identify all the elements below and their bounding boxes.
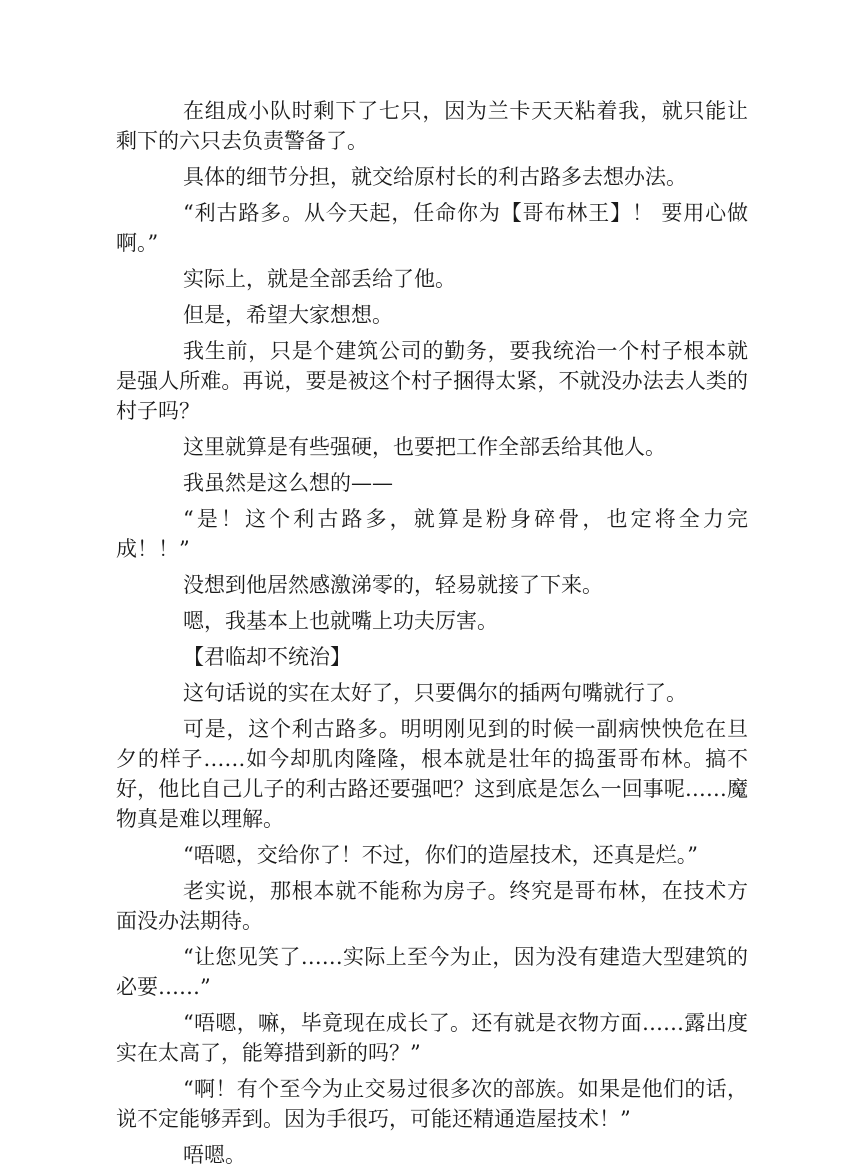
paragraph: 唔嗯。: [183, 1143, 246, 1167]
paragraph: “啊！有个至今为止交易过很多次的部族。如果是他们的话，说不定能够弄到。因为手很巧，可能还精通造屋技术！”: [116, 1077, 748, 1131]
paragraph: 我虽然是这么想的——: [183, 471, 393, 495]
paragraph: 【君临却不统治】: [183, 645, 351, 669]
paragraph: 这句话说的实在太好了，只要偶尔的插两句嘴就行了。: [183, 681, 687, 705]
paragraph: 没想到他居然感激涕零的，轻易就接了下来。: [183, 573, 603, 597]
paragraph: “利古路多。从今天起，任命你为【哥布林王】！ 要用心做啊。”: [116, 201, 748, 255]
paragraph: 在组成小队时剩下了七只，因为兰卡天天粘着我，就只能让剩下的六只去负责警备了。: [116, 99, 748, 153]
paragraph: 老实说，那根本就不能称为房子。终究是哥布林，在技术方面没办法期待。: [116, 879, 748, 933]
paragraph: 可是，这个利古路多。明明刚见到的时候一副病怏怏危在旦夕的样子……如今却肌肉隆隆，根本就是壮年的捣蛋哥布林。搞不好，他比自己儿子的利古路还要强吧？这到底是怎么一回事呢……魔物真是难以理解。: [116, 717, 748, 831]
paragraph: 实际上，就是全部丢给了他。: [183, 267, 456, 291]
paragraph: 我生前，只是个建筑公司的勤务，要我统治一个村子根本就是强人所难。再说，要是被这个村子捆得太紧，不就没办法去人类的村子吗？: [116, 339, 748, 423]
paragraph: “唔嗯，交给你了！不过，你们的造屋技术，还真是烂。”: [183, 843, 698, 867]
paragraph: 具体的细节分担，就交给原村长的利古路多去想办法。: [183, 165, 687, 189]
paragraph: 嗯，我基本上也就嘴上功夫厉害。: [183, 609, 498, 633]
paragraph: “是！这个利古路多，就算是粉身碎骨，也定将全力完成！！”: [116, 507, 748, 561]
paragraph: “唔嗯，嘛，毕竟现在成长了。还有就是衣物方面……露出度实在太高了，能筹措到新的吗？”: [116, 1011, 748, 1065]
paragraph: 但是，希望大家想想。: [183, 303, 393, 327]
body-text: [116, 96, 748, 1176]
paragraph: 这里就算是有些强硬，也要把工作全部丢给其他人。: [183, 435, 666, 459]
paragraph: “让您见笑了……实际上至今为止，因为没有建造大型建筑的必要……”: [116, 945, 748, 999]
